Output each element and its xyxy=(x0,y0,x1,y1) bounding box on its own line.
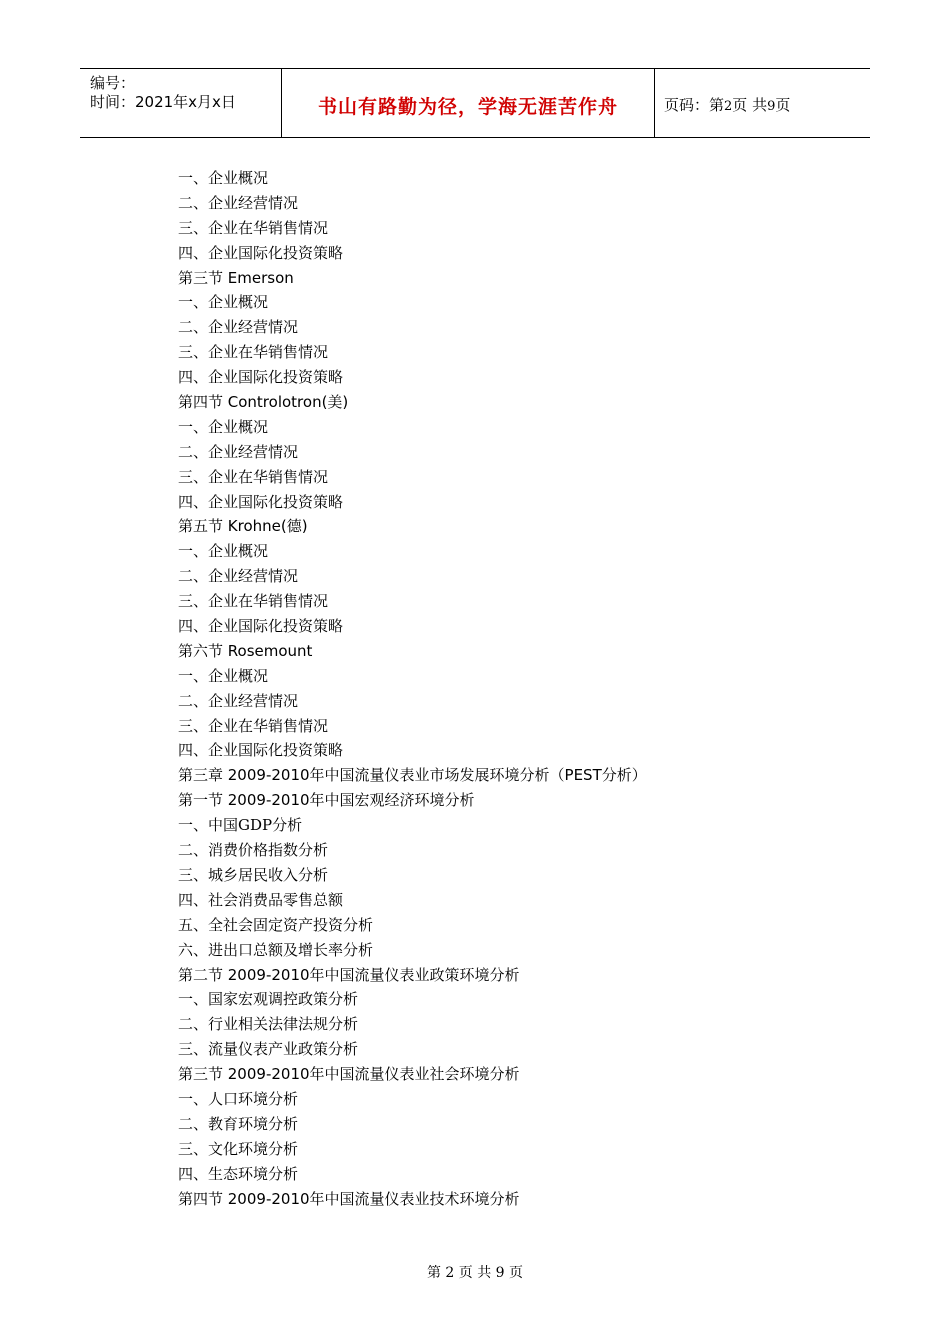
toc-item: 四、企业国际化投资策略 xyxy=(178,492,344,511)
toc-item: 三、企业在华销售情况 xyxy=(178,467,329,486)
header-motto-cell xyxy=(281,69,655,137)
toc-section: 第四节 2009-2010年中国流量仪表业技术环境分析 xyxy=(178,1189,520,1208)
toc-section: 第三节 Emerson xyxy=(178,268,294,287)
toc-item: 三、企业在华销售情况 xyxy=(178,218,329,237)
toc-section: 第三节 2009-2010年中国流量仪表业社会环境分析 xyxy=(178,1065,520,1084)
page-suffix: 页 xyxy=(775,96,791,114)
table-of-contents xyxy=(178,166,647,1211)
toc-item: 二、企业经营情况 xyxy=(178,442,299,461)
toc-section: 第四节 Controlotron(美) xyxy=(178,393,349,412)
toc-item: 三、企业在华销售情况 xyxy=(178,716,329,735)
toc-item: 一、国家宏观调控政策分析 xyxy=(178,990,359,1009)
toc-chapter: 第三章 2009-2010年中国流量仪表业市场发展环境分析（PEST分析） xyxy=(178,766,647,785)
toc-item: 二、企业经营情况 xyxy=(178,318,299,337)
header-info-cell xyxy=(80,69,280,137)
toc-item: 二、企业经营情况 xyxy=(178,567,299,586)
toc-item: 三、企业在华销售情况 xyxy=(178,592,329,611)
toc-item: 二、教育环境分析 xyxy=(178,1114,299,1133)
toc-section: 第一节 2009-2010年中国宏观经济环境分析 xyxy=(178,791,475,810)
page-prefix: 页码：第 xyxy=(664,96,725,114)
page-current-number: 2 xyxy=(724,99,733,114)
toc-item: 二、企业经营情况 xyxy=(178,691,299,710)
toc-item: 四、企业国际化投资策略 xyxy=(178,368,344,387)
toc-item: 一、中国GDP分析 xyxy=(178,816,303,835)
toc-item: 三、城乡居民收入分析 xyxy=(178,865,329,884)
toc-item: 四、生态环境分析 xyxy=(178,1164,299,1183)
toc-section: 第六节 Rosemount xyxy=(178,641,313,660)
toc-item: 二、行业相关法律法规分析 xyxy=(178,1015,359,1034)
toc-item: 一、企业概况 xyxy=(178,542,269,561)
toc-item: 一、企业概况 xyxy=(178,666,269,685)
page-header xyxy=(80,68,870,138)
toc-item: 五、全社会固定资产投资分析 xyxy=(178,915,374,934)
document-date: 时间：2021年x月x日 xyxy=(90,93,236,111)
toc-item: 一、人口环境分析 xyxy=(178,1089,299,1108)
header-page-cell xyxy=(655,69,870,137)
toc-item: 四、企业国际化投资策略 xyxy=(178,617,344,636)
toc-section: 第五节 Krohne(德) xyxy=(178,517,308,536)
header-motto: 书山有路勤为径，学海无涯苦作舟 xyxy=(317,96,618,118)
toc-item: 三、文化环境分析 xyxy=(178,1139,299,1158)
toc-item: 四、企业国际化投资策略 xyxy=(178,741,344,760)
page-middle: 页 共 xyxy=(732,96,768,114)
toc-item: 一、企业概况 xyxy=(178,293,269,312)
page-footer: 第 2 页 共 9 页 xyxy=(426,1265,524,1281)
toc-item: 一、企业概况 xyxy=(178,417,269,436)
toc-item: 二、消费价格指数分析 xyxy=(178,841,329,860)
toc-item: 一、企业概况 xyxy=(178,169,269,187)
toc-section: 第二节 2009-2010年中国流量仪表业政策环境分析 xyxy=(178,965,520,984)
page-total-number: 9 xyxy=(767,99,776,114)
toc-item: 四、社会消费品零售总额 xyxy=(178,890,344,909)
toc-item: 四、企业国际化投资策略 xyxy=(178,243,344,262)
toc-item: 三、企业在华销售情况 xyxy=(178,343,329,362)
toc-item: 六、进出口总额及增长率分析 xyxy=(178,940,374,959)
document-number-label: 编号： xyxy=(90,74,136,92)
header-page-info xyxy=(664,94,790,115)
toc-item: 三、流量仪表产业政策分析 xyxy=(178,1040,359,1059)
toc-item: 二、企业经营情况 xyxy=(178,193,299,212)
